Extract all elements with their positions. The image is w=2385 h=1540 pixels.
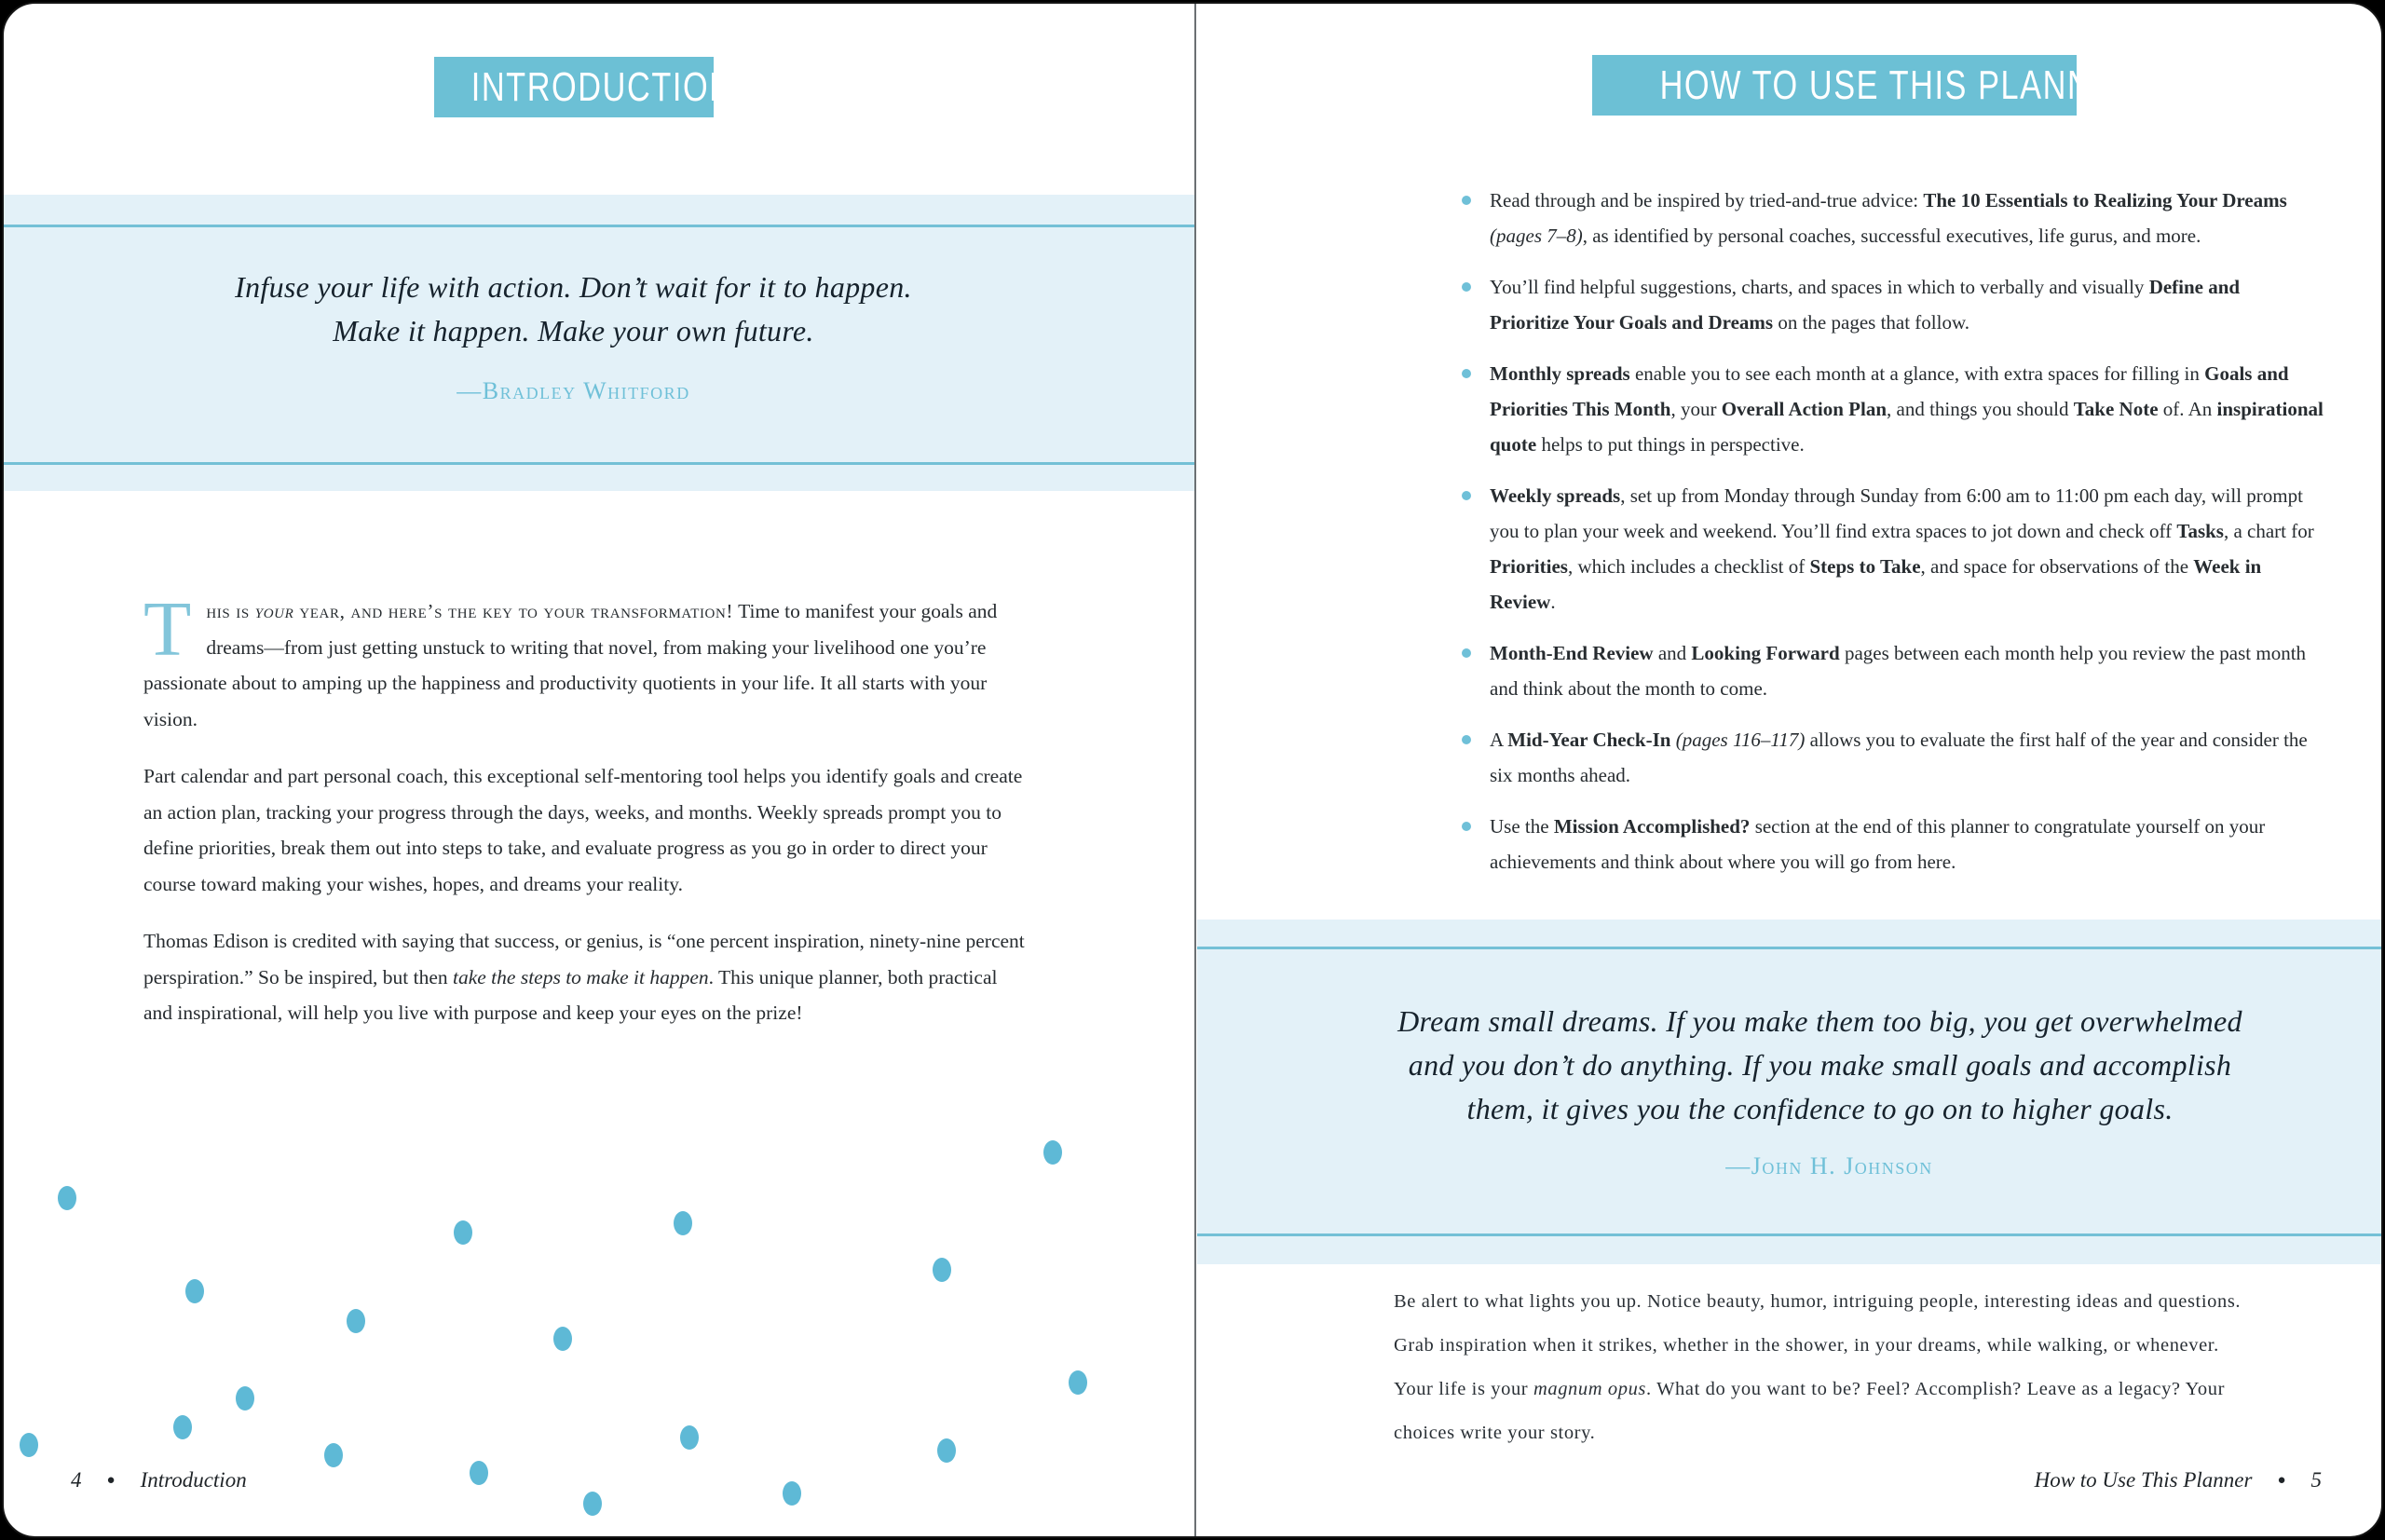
footer-left <box>71 1468 247 1492</box>
footer-label: Introduction <box>140 1468 247 1492</box>
intro-body-text <box>143 586 1030 1053</box>
bullet-text: Read through and be inspired by tried-and-true advice: The 10 Essentials to Realizing Your Dreams (pages 7–8), as identified by personal coaches, successful executives, life gurus, and more. <box>1490 189 2287 247</box>
bullet-icon <box>1462 282 1471 292</box>
bullet-item <box>1462 183 2324 253</box>
footer-separator-dot: ● <box>2277 1472 2286 1488</box>
divider-line <box>1197 1233 2383 1236</box>
decorative-dot <box>236 1386 254 1411</box>
bullet-text: Monthly spreads enable you to see each month at a glance, with extra spaces for filling in Goals and Priorities This Month, your Overall Action Plan, and things you should Take Note of. An inspirational quote helps to put things in perspective. <box>1490 362 2324 456</box>
page-number: 4 <box>71 1468 82 1492</box>
decorative-dot <box>454 1220 472 1245</box>
decorative-dot <box>20 1433 38 1457</box>
quote-line: and you don’t do anything. If you make small goals and accomplish <box>1408 1048 2232 1082</box>
decorative-dot <box>347 1309 365 1333</box>
quote-line: Dream small dreams. If you make them too big, you get overwhelmed <box>1397 1004 2242 1038</box>
drop-cap: T <box>143 586 192 673</box>
introduction-banner <box>434 57 734 117</box>
bullet-text: You’ll find helpful suggestions, charts, and spaces in which to verbally and visually Define and Prioritize Your Goals and Dreams on the pages that follow. <box>1490 276 2241 334</box>
bullet-item <box>1462 809 2324 879</box>
footer-separator-dot: ● <box>106 1472 116 1488</box>
book-spread <box>2 2 2383 1538</box>
bullet-item <box>1462 269 2324 340</box>
intro-quote-block <box>4 195 1195 491</box>
bullet-text: Month-End Review and Looking Forward pages between each month help you review the past month and think about the month to come. <box>1490 642 2307 700</box>
bullet-item <box>1462 356 2324 462</box>
footer-right <box>2035 1468 2322 1492</box>
bullet-item <box>1462 722 2324 793</box>
bullet-icon <box>1462 735 1471 744</box>
page-number: 5 <box>2310 1468 2322 1492</box>
decorative-dot <box>674 1211 692 1235</box>
decorative-dot <box>58 1186 76 1210</box>
paragraph: Part calendar and part personal coach, this exceptional self-mentoring tool helps you identify goals and create an action plan, tracking your progress through the days, weeks, and months. Weekly spreads prompt you to define priorities, break them out into steps to take, and evaluate progress as you go in order to direct your course toward making your wishes, hopes, and dreams your reality. <box>143 765 1023 895</box>
dream-quote-text <box>1197 1000 2383 1131</box>
quote-line: Infuse your life with action. Don’t wait for it to happen. <box>235 270 912 304</box>
page-spine-divider <box>1194 4 1196 1536</box>
bullet-item <box>1462 478 2324 620</box>
divider-line <box>4 225 1195 227</box>
decorative-dot <box>937 1438 956 1463</box>
decorative-dot <box>1069 1370 1087 1395</box>
introduction-title: INTRODUCTION <box>470 64 734 110</box>
bullet-icon <box>1462 822 1471 831</box>
footer-label: How to Use This Planner <box>2034 1468 2253 1492</box>
how-to-use-banner <box>1592 55 2140 116</box>
how-to-use-bullet-list <box>1462 183 2324 895</box>
decorative-dot <box>680 1425 699 1450</box>
divider-line <box>1197 947 2383 949</box>
decorative-dot <box>470 1461 488 1485</box>
closing-paragraph: Be alert to what lights you up. Notice beauty, humor, intriguing people, interesting ideas and questions. Grab inspiration when it strikes, whether in the shower, in your dreams, while walking, or whenever. Your life is your magnum opus. What do you want to be? Feel? Accomplish? Leave as a legacy? Your choices write your story. <box>1394 1291 2242 1443</box>
bullet-icon <box>1462 648 1471 658</box>
how-to-use-title: HOW TO USE THIS PLANNER <box>1659 62 2140 108</box>
intro-quote-text <box>4 266 1195 353</box>
bullet-icon <box>1462 491 1471 500</box>
decorative-dot <box>783 1481 801 1506</box>
page-introduction <box>4 4 1195 1536</box>
dream-quote-block <box>1197 920 2383 1264</box>
decorative-dot <box>324 1443 343 1467</box>
quote-line: Make it happen. Make your own future. <box>333 314 814 348</box>
divider-line <box>4 462 1195 465</box>
decorative-dot <box>1043 1140 1062 1165</box>
bullet-text: Use the Mission Accomplished? section at the end of this planner to congratulate yourself on your achievements and think about where you will go from here. <box>1490 815 2266 873</box>
bullet-text: A Mid-Year Check-In (pages 116–117) allows you to evaluate the first half of the year and consider the six months ahead. <box>1490 729 2308 786</box>
decorative-dot <box>583 1492 602 1516</box>
dream-quote-attribution: —John H. Johnson <box>1725 1152 1933 1179</box>
decorative-dot <box>933 1258 951 1282</box>
bullet-icon <box>1462 196 1471 205</box>
page-how-to-use <box>1197 4 2383 1536</box>
bullet-item <box>1462 635 2324 706</box>
decorative-dot <box>185 1279 204 1303</box>
decorative-dot <box>553 1327 572 1351</box>
bullet-text: Weekly spreads, set up from Monday through Sunday from 6:00 am to 11:00 pm each day, will prompt you to plan your week and weekend. You’ll find extra spaces to jot down and check off Tasks, a chart for Priorities, which includes a checklist of Steps to Take, and space for observations of the Week in Review. <box>1490 484 2314 613</box>
intro-quote-attribution: —Bradley Whitford <box>457 377 690 404</box>
decorative-dot <box>173 1415 192 1439</box>
bullet-icon <box>1462 369 1471 378</box>
paragraph: Thomas Edison is credited with saying that success, or genius, is “one percent inspiration, ninety-nine percent perspiration.” So be inspired, but then take the steps to make it happen. This unique planner, both practical and inspirational, will help you live with purpose and keep your eyes on the prize! <box>143 930 1025 1024</box>
quote-line: them, it gives you the confidence to go on to higher goals. <box>1466 1092 2174 1125</box>
paragraph: This is your year, and here’s the key to your transformation! Time to manifest your goals and dreams—from just getting unstuck to writing that novel, from making your livelihood one you’re passionate about to amping up the happiness and productivity quotients in your life. It all starts with your vision. <box>143 586 998 730</box>
